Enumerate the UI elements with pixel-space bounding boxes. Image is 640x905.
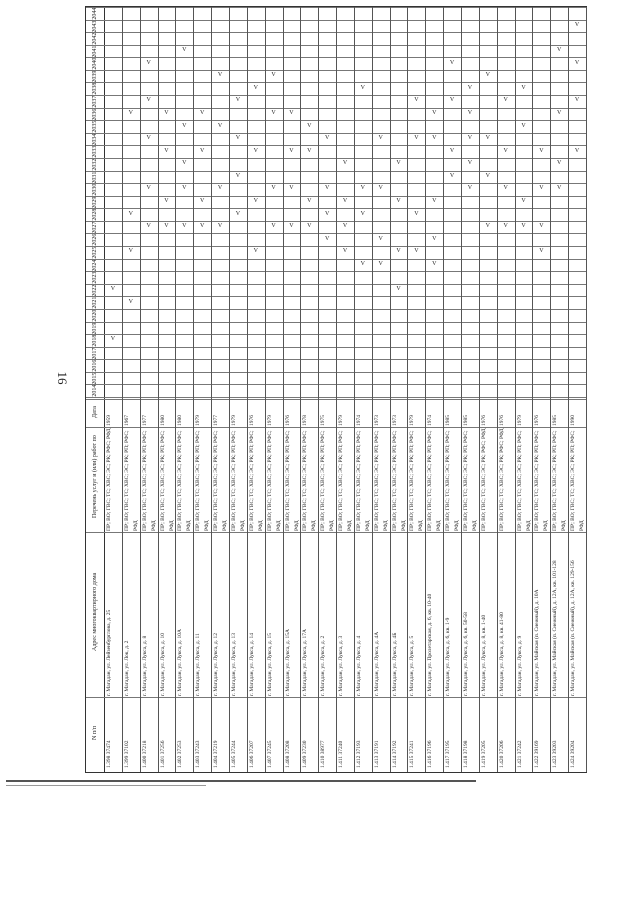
table-row [175, 7, 194, 772]
row-address: г. Магадан, ул. Лукса, д. 8 [141, 635, 148, 696]
year-mark: V [110, 336, 116, 343]
table-row [158, 7, 177, 772]
year-mark: V [467, 185, 473, 192]
row-address: г. Магадан, ул. Лукса, д. 9 [516, 635, 523, 696]
year-mark: V [128, 248, 133, 255]
row-address: г. Магадан, ул. Лукса, д. 15 [266, 633, 273, 696]
table-row [550, 7, 569, 772]
row-num: 1.405 37244 [230, 740, 237, 768]
row-works: ПР; ВО; ГВС; ТС; ХВС; ЭС; РК; РП; РФС; РФД [552, 430, 568, 531]
header-year-2031: 2031 [92, 170, 98, 183]
year-mark: V [289, 147, 294, 154]
year-mark: V [432, 135, 437, 142]
table-row [211, 7, 230, 772]
row-year: 1967 [123, 415, 130, 426]
year-mark: V [396, 286, 401, 293]
row-address: г. Магадан, ул. Лейзенбурглова, д. 25 [106, 609, 112, 696]
row-year: 1979 [409, 415, 416, 426]
year-mark: V [485, 223, 490, 230]
row-works: ПР; ВО; ГВС; ТС; ХВС; ЭС; РК; РП; РФС; РФД [427, 430, 443, 531]
row-address: г. Магадан, ул. Лок, д. 2 [123, 640, 130, 696]
row-works: ПР; ВО; ГВС; ТС; ХВС; ЭС; РК; РП; РФС; РФД [248, 430, 264, 531]
header-num: N п/п [92, 726, 98, 740]
year-mark: V [217, 122, 223, 129]
header-year-2018: 2018 [92, 334, 98, 347]
row-works: ПР; ВО; ГВС; ТС; ХВС; ЭС; РК; РП; РФС; РФД [338, 430, 354, 531]
year-mark: V [342, 223, 348, 230]
row-num: 1.420 37206 [498, 740, 505, 768]
row-year: 1973 [373, 415, 380, 426]
row-num: 1.409 37230 [302, 740, 309, 768]
header-year-2020: 2020 [92, 309, 98, 322]
row-year: 1977 [213, 415, 220, 426]
table-row [318, 7, 337, 772]
year-mark: V [521, 198, 526, 204]
row-num: 1.423 39203 [552, 740, 559, 768]
year-mark: V [182, 185, 187, 192]
row-num: 1.408 37208 [284, 740, 291, 768]
row-num: 1.402 37253 [177, 740, 184, 768]
year-mark: V [378, 185, 383, 192]
row-num: 1.414 37192 [391, 740, 398, 768]
header-year-2030: 2030 [92, 183, 98, 196]
header-year-2022: 2022 [92, 284, 98, 297]
table-row [354, 7, 373, 772]
row-year: 1990 [570, 415, 577, 426]
row-year: 1976 [480, 415, 487, 426]
header-year-2043: 2043 [92, 19, 98, 32]
footer-rule-short [6, 785, 206, 786]
year-mark: V [414, 97, 419, 104]
row-works: ПР; ВО; ГВС; ТС; ХВС; ЭС; РК; РП; РФС; РФД [463, 430, 479, 531]
row-address: г. Магадан, ул. Лукса, д. 3 [338, 635, 345, 696]
year-mark: V [342, 198, 348, 204]
row-works: ПР; ВО; ГВС; ТС; ХВС; ЭС; РК; РП; РФС; РФД [284, 430, 300, 531]
row-year: 1976 [248, 415, 255, 426]
year-mark: V [432, 235, 437, 242]
row-year: 1976 [498, 415, 505, 426]
year-mark: V [324, 185, 330, 192]
row-address: г. Магадан, ул. Майская (п. Снежный), д. 12А, кв. 129-156 [570, 560, 577, 696]
year-mark: V [182, 160, 187, 167]
header-year: Дата [92, 406, 98, 418]
header-year-2039: 2039 [92, 70, 98, 83]
row-year: 1975 [320, 415, 327, 426]
year-mark: V [432, 198, 437, 204]
row-works: ПР; ВО; ГВС; ТС; ХВС; ЭС; РК; РП; РФС; РФД [195, 430, 211, 531]
year-mark: V [503, 147, 508, 154]
year-mark: V [449, 172, 455, 179]
row-year: 1977 [141, 415, 148, 426]
table-row [336, 7, 355, 772]
year-mark: V [539, 147, 544, 154]
table-row [479, 7, 498, 772]
year-mark: V [378, 235, 383, 242]
year-mark: V [307, 122, 312, 129]
year-mark: V [235, 210, 241, 217]
year-mark: V [164, 147, 169, 154]
row-works: ПР; ВО; ГВС; ТС; ХВС; ЭС; РК; РП; РФС; РФД [230, 430, 246, 531]
year-mark: V [467, 109, 473, 116]
year-mark: V [146, 97, 151, 104]
row-num: 1.416 37196 [427, 740, 434, 768]
year-mark: V [289, 109, 294, 116]
row-address: г. Магадан, ул. Лукса, д. 15А [284, 629, 291, 696]
row-num: 1.407 37245 [266, 740, 273, 768]
year-mark: V [449, 97, 455, 104]
table-row [372, 7, 391, 772]
year-mark: V [378, 135, 383, 142]
year-mark: V [200, 147, 205, 154]
header-address: Адрес многоквартирного дома [92, 572, 98, 652]
year-mark: V [557, 185, 562, 192]
year-mark: V [485, 172, 490, 179]
row-year: 1980 [159, 415, 166, 426]
row-num: 1.422 39169 [534, 740, 541, 768]
row-address: г. Магадан, ул. Лукса, д. 8, кв. 1-40 [480, 614, 487, 696]
year-mark: V [449, 59, 455, 66]
header-year-2028: 2028 [92, 208, 98, 221]
row-address: г. Магадан, ул. Майская (п. Снежный), д. 12А, кв. 101-128 [552, 560, 559, 696]
year-mark: V [217, 223, 223, 230]
year-mark: V [414, 210, 419, 217]
year-mark: V [271, 109, 276, 116]
year-mark: V [574, 59, 580, 66]
row-address: г. Магадан, ул. Лукса, д. 12 [213, 633, 220, 696]
row-works: ПР; ВО; ГВС; ТС; ХВС; ЭС; РК; РП; РФС; РФД [123, 430, 139, 531]
header-column [86, 7, 105, 772]
year-mark: V [128, 298, 133, 305]
year-mark: V [342, 248, 348, 255]
row-address: г. Магадан, ул. Пролетарская, д. 6, кв. 10-40 [427, 593, 434, 696]
capital-repair-table [85, 6, 587, 773]
row-year: 1978 [302, 415, 309, 426]
header-year-2044: 2044 [92, 7, 98, 20]
row-year: 1985 [552, 415, 559, 426]
row-works: ПР; ВО; ГВС; ТС; ХВС; ЭС; РК; РП; РФС; РФД [213, 430, 229, 531]
year-mark: V [164, 223, 169, 230]
row-year: 1976 [534, 415, 541, 426]
year-mark: V [146, 135, 151, 142]
row-num: 1.415 37241 [409, 740, 416, 768]
row-works: ПР; ВО; ГВС; ТС; ХВС; ЭС; РК; РП; РФС; РФД [445, 430, 461, 531]
row-num: 1.401 37256 [159, 740, 166, 768]
table-row [532, 7, 551, 772]
table-row [443, 7, 462, 772]
year-mark: V [360, 185, 366, 192]
year-mark: V [235, 135, 241, 142]
row-works: ПР; ВО; ГВС; ТС; ХВС; ЭС; РК; РП; РФС; РФД [302, 430, 318, 531]
year-mark: V [396, 160, 401, 167]
year-mark: V [307, 147, 312, 154]
year-mark: V [360, 260, 366, 267]
header-year-2024: 2024 [92, 258, 98, 271]
footer-rule [6, 780, 476, 782]
row-num: 1.410 38977 [320, 740, 327, 768]
year-mark: V [467, 160, 473, 167]
row-address: г. Магадан, ул. Лукса, д. 2 [320, 635, 327, 696]
header-year-2015: 2015 [92, 372, 98, 385]
row-works: ПР; ВО; ГВС; ТС; ХВС; ЭС; РК; РП; РФС; РФД [355, 430, 371, 531]
row-num: 1.400 37218 [141, 740, 148, 768]
row-works: ПР; ВО; ГВС; ТС; ХВС; ЭС; РК; РП; РФС; РФД [409, 430, 425, 531]
year-mark: V [200, 109, 205, 116]
year-mark: V [574, 147, 580, 154]
table-row [104, 7, 123, 772]
table-row [568, 7, 587, 772]
table-row [300, 7, 319, 772]
row-works: ПР; ВО; ГВС; ТС; ХВС; ЭС; РК; РП; РФС; РФД [159, 430, 175, 531]
row-num: 1.399 37102 [123, 740, 130, 768]
header-year-2021: 2021 [92, 296, 98, 309]
year-mark: V [271, 223, 276, 230]
row-num: 1.404 37219 [213, 740, 220, 768]
row-num: 1.398 37474 [106, 740, 112, 768]
year-mark: V [539, 185, 544, 192]
year-mark: V [217, 185, 223, 192]
year-mark: V [307, 198, 312, 204]
year-mark: V [182, 223, 187, 230]
row-address: г. Магадан, ул. Лукса, д. 13 [230, 633, 237, 696]
row-year: 1976 [284, 415, 291, 426]
table-row [265, 7, 284, 772]
table-row [515, 7, 534, 772]
year-mark: V [574, 21, 580, 28]
year-mark: V [235, 97, 241, 104]
header-year-2017: 2017 [92, 346, 98, 359]
year-mark: V [253, 248, 258, 255]
table-row [461, 7, 480, 772]
row-address: г. Магадан, ул. Лукса, д. 4Б [391, 632, 398, 696]
header-year-2042: 2042 [92, 32, 98, 45]
year-mark: V [110, 286, 116, 293]
header-year-2033: 2033 [92, 145, 98, 158]
year-mark: V [414, 135, 419, 142]
year-mark: V [396, 198, 401, 204]
header-year-2038: 2038 [92, 82, 98, 95]
year-mark: V [253, 147, 258, 154]
year-mark: V [200, 198, 205, 204]
header-year-2041: 2041 [92, 45, 98, 58]
row-num: 1.413 37191 [373, 740, 380, 768]
table-row [193, 7, 212, 772]
row-year: 1979 [266, 415, 273, 426]
row-year: 1979 [338, 415, 345, 426]
year-mark: V [503, 97, 508, 104]
year-mark: V [146, 59, 151, 66]
year-mark: V [146, 185, 151, 192]
row-works: ПР; ВО; ГВС; ТС; ХВС; ЭС; РК; РФС; РФД [106, 428, 112, 531]
header-year-2035: 2035 [92, 120, 98, 133]
row-year: 1959 [106, 415, 112, 426]
row-year: 1985 [463, 415, 470, 426]
header-year-2025: 2025 [92, 246, 98, 259]
year-mark: V [557, 47, 562, 54]
row-num: 1.411 37240 [338, 740, 345, 768]
row-year: 1980 [177, 415, 184, 426]
year-mark: V [432, 260, 437, 267]
header-year-2029: 2029 [92, 196, 98, 208]
year-mark: V [342, 160, 348, 167]
year-mark: V [324, 135, 330, 142]
header-year-2027: 2027 [92, 221, 98, 234]
header-year-2019: 2019 [92, 321, 98, 334]
row-address: г. Магадан, ул. Лукса, д. 6, кв. 1-9 [445, 617, 452, 696]
table-row [122, 7, 141, 772]
row-num: 1.421 37242 [516, 740, 523, 768]
table-row [390, 7, 409, 772]
row-num: 1.403 37243 [195, 740, 202, 768]
year-mark: V [128, 210, 133, 217]
year-mark: V [378, 260, 383, 267]
row-num: 1.424 39204 [570, 740, 577, 768]
row-year: 1974 [355, 415, 362, 426]
year-mark: V [503, 223, 508, 230]
year-mark: V [449, 147, 455, 154]
row-year: 1985 [445, 415, 452, 426]
row-works: ПР; ВО; ГВС; ТС; ХВС; ЭС; РК; РФС; РФД [498, 428, 505, 531]
row-num: 1.406 37207 [248, 740, 255, 768]
header-works: Перечень услуг и (или) работ по [92, 435, 98, 519]
row-address: г. Магадан, ул. Лукса, д. 14 [248, 633, 255, 696]
row-address: г. Магадан, ул. Лукса, д. 6, кв. 50-58 [463, 612, 470, 696]
table-row [425, 7, 444, 772]
year-mark: V [360, 210, 366, 217]
row-works: ПР; ВО; ГВС; ТС; ХВС; ЭС; РК; РП; РФС; РФД [516, 430, 532, 531]
year-mark: V [271, 72, 276, 79]
table-row [497, 7, 516, 772]
row-year: 1973 [391, 415, 398, 426]
row-num: 1.417 37195 [445, 740, 452, 768]
row-address: г. Магадан, ул. Лукса, д. 4 [355, 635, 362, 696]
row-works: ПР; ВО; ГВС; ТС; ХВС; ЭС; РК; РП; РФС; РФД [266, 430, 282, 531]
year-mark: V [324, 235, 330, 242]
year-mark: V [289, 223, 294, 230]
header-year-2014: 2014 [92, 384, 98, 397]
year-mark: V [521, 84, 526, 91]
row-works: ПР; ВО; ГВС; ТС; ХВС; ЭС; РК; РП; РФС; РФД [320, 430, 336, 531]
header-year-2034: 2034 [92, 133, 98, 146]
year-mark: V [574, 97, 580, 104]
row-works: ПР; ВО; ГВС; ТС; ХВС; ЭС; РК; РП; РФС; РФД [177, 430, 193, 531]
header-year-2026: 2026 [92, 233, 98, 246]
year-mark: V [217, 72, 223, 79]
page-number: 16 [55, 371, 70, 385]
table-row [229, 7, 248, 772]
row-address: г. Магадан, ул. Лукса, д. 8, кв. 41-80 [498, 612, 505, 696]
year-mark: V [467, 84, 473, 91]
year-mark: V [467, 135, 473, 142]
row-num: 1.412 37193 [355, 740, 362, 768]
year-mark: V [503, 185, 508, 192]
year-mark: V [128, 109, 133, 116]
year-mark: V [307, 223, 312, 230]
year-mark: V [164, 198, 169, 204]
row-address: г. Магадан, ул. Лукса, д. 5 [409, 635, 416, 696]
year-mark: V [557, 109, 562, 116]
year-mark: V [253, 84, 258, 91]
year-mark: V [164, 109, 169, 116]
row-year: 1974 [427, 415, 434, 426]
year-mark: V [414, 248, 419, 255]
row-works: ПР; ВО; ГВС; ТС; ХВС; ЭС; РК; РП; РФС; РФД [534, 430, 550, 531]
row-num: 1.419 37205 [480, 740, 487, 768]
table-row [283, 7, 302, 772]
table-row [140, 7, 159, 772]
year-mark: V [200, 223, 205, 230]
year-mark: V [539, 223, 544, 230]
year-mark: V [521, 122, 526, 129]
year-mark: V [485, 135, 490, 142]
year-mark: V [324, 210, 330, 217]
year-mark: V [182, 122, 187, 129]
row-address: г. Магадан, ул. Лукса, д. 17А [302, 629, 309, 696]
year-mark: V [396, 248, 401, 255]
year-mark: V [235, 172, 241, 179]
row-year: 1979 [230, 415, 237, 426]
year-mark: V [146, 223, 151, 230]
year-mark: V [432, 109, 437, 116]
year-mark: V [182, 47, 187, 54]
year-mark: V [485, 72, 490, 79]
year-mark: V [539, 248, 544, 255]
row-year: 1979 [195, 415, 202, 426]
year-mark: V [289, 185, 294, 192]
row-address: г. Магадан, ул. Лукса, д. 11 [195, 633, 202, 696]
table-row [407, 7, 426, 772]
header-year-2037: 2037 [92, 95, 98, 108]
row-address: г. Магадан, ул. Лукса, д. 10А [177, 629, 184, 696]
table-row [247, 7, 266, 772]
row-works: ПР; ВО; ГВС; ТС; ХВС; ЭС; РК; РП; РФС; РФД [373, 430, 389, 531]
year-mark: V [521, 223, 526, 230]
year-mark: V [271, 185, 276, 192]
row-num: 1.418 37198 [463, 740, 470, 768]
year-mark: V [557, 160, 562, 167]
row-works: ПР; ВО; ГВС; ТС; ХВС; ЭС; РК; РП; РФС; РФД [391, 430, 407, 531]
row-address: г. Магадан, ул. Лукса, д. 10 [159, 633, 166, 696]
row-works: ПР; ВО; ГВС; ТС; ХВС; ЭС; РК; РФС; РФД [480, 428, 487, 531]
row-works: ПР; ВО; ГВС; ТС; ХВС; ЭС; РК; РП; РФС; РФД [141, 430, 157, 531]
header-year-2032: 2032 [92, 158, 98, 171]
row-address: г. Магадан, ул. Майская (п. Снежный), д. 10А [534, 589, 541, 696]
header-year-2023: 2023 [92, 271, 98, 284]
row-address: г. Магадан, ул. Лукса, д. 4А [373, 631, 380, 696]
year-mark: V [360, 84, 366, 91]
header-year-2036: 2036 [92, 107, 98, 120]
row-works: ПР; ВО; ГВС; ТС; ХВС; ЭС; РК; РП; РФС; РФД [570, 430, 586, 531]
row-year: 1979 [516, 415, 523, 426]
year-mark: V [253, 198, 258, 204]
header-year-2016: 2016 [92, 359, 98, 372]
header-year-2040: 2040 [92, 57, 98, 70]
